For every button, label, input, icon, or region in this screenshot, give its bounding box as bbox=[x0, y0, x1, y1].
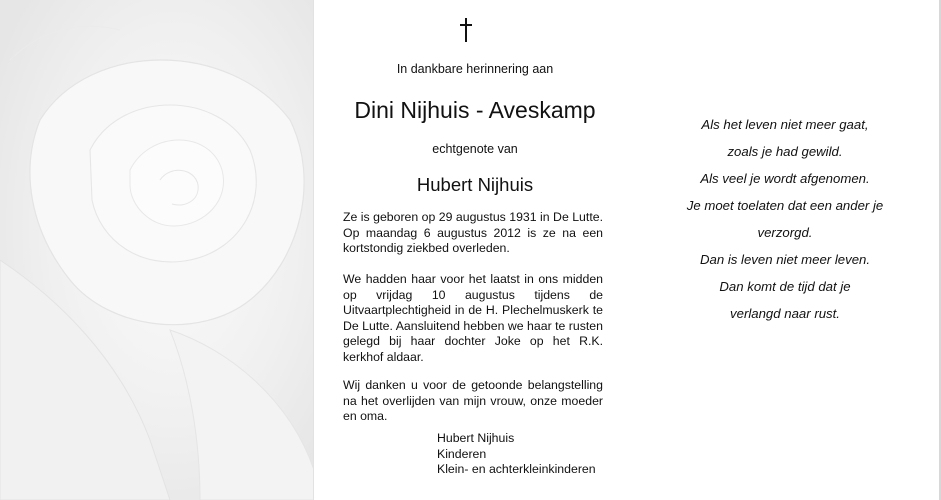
rose-image bbox=[0, 0, 314, 500]
intro-text: In dankbare herinnering aan bbox=[396, 62, 554, 76]
poem bbox=[640, 111, 930, 327]
poem-line: Je moet toelaten dat een ander je bbox=[686, 198, 884, 213]
paragraph-funeral: We hadden haar voor het laatst in ons midden op vrijdag 10 augustus tijdens de Uitvaartplechtigheid in de H. Plechelmuskerk te De Lutte. Aansluitend hebben we haar te rusten gelegd bij haar dochter Joke op het R.K. kerkhof aldaar. bbox=[343, 272, 603, 364]
paragraph-birth-death: Ze is geboren op 29 augustus 1931 in De Lutte. Op maandag 6 augustus 2012 is ze na een kortstondig ziekbed overleden. bbox=[343, 210, 603, 255]
signature-line: Klein- en achterkleinkinderen bbox=[437, 462, 596, 476]
paragraph-thanks: Wij danken u voor de getoonde belangstelling na het overlijden van mijn vrouw, onze moeder en oma. bbox=[343, 378, 603, 423]
panel-divider bbox=[313, 0, 314, 500]
poem-line: Als het leven niet meer gaat, bbox=[701, 117, 869, 132]
cross-icon bbox=[455, 18, 477, 42]
deceased-name: Dini Nijhuis - Aveskamp bbox=[354, 97, 596, 123]
signature-line: Kinderen bbox=[437, 446, 487, 461]
spouse-name: Hubert Nijhuis bbox=[416, 174, 534, 195]
poem-line: zoals je had gewild. bbox=[727, 144, 843, 159]
poem-line: Dan is leven niet meer leven. bbox=[699, 252, 871, 267]
rose-illustration bbox=[0, 0, 314, 500]
poem-line: Als veel je wordt afgenomen. bbox=[700, 171, 870, 186]
spouse-label: echtgenote van bbox=[432, 142, 518, 156]
poem-line: verlangd naar rust. bbox=[730, 306, 840, 321]
signature-line: Hubert Nijhuis bbox=[437, 431, 515, 445]
poem-line: verzorgd. bbox=[757, 225, 813, 240]
poem-line: Dan komt de tijd dat je bbox=[719, 279, 851, 294]
signatures bbox=[437, 431, 637, 478]
